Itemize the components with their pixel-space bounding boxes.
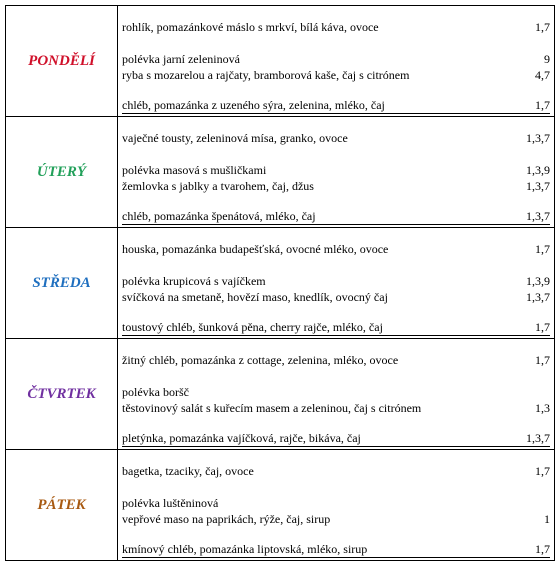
day-name: ÚTERÝ bbox=[6, 117, 118, 227]
meal-text: vepřové maso na paprikách, rýže, čaj, sirup bbox=[122, 512, 331, 526]
meal-soup bbox=[122, 385, 550, 399]
day-row bbox=[5, 339, 555, 450]
meal-text: chléb, pomazánka špenátová, mléko, čaj bbox=[122, 209, 316, 223]
meal-text: bagetka, tzaciky, čaj, ovoce bbox=[122, 464, 254, 478]
allergen-codes: 1,7 bbox=[535, 353, 550, 367]
meals-cell bbox=[118, 228, 554, 338]
meal-text: polévka luštěninová bbox=[122, 496, 219, 510]
allergen-codes: 1,3,7 bbox=[526, 431, 550, 445]
meal-breakfast bbox=[122, 131, 550, 145]
meal-text: svíčková na smetaně, hovězí maso, knedlík, ovocný čaj bbox=[122, 290, 388, 304]
allergen-codes: 1,3,7 bbox=[526, 209, 550, 223]
meal-breakfast bbox=[122, 242, 550, 256]
meal-text: polévka masová s mušličkami bbox=[122, 163, 267, 177]
allergen-codes: 1,3 bbox=[535, 401, 550, 415]
allergen-codes: 1,7 bbox=[535, 20, 550, 34]
allergen-codes: 9 bbox=[544, 52, 550, 66]
allergen-codes: 4,7 bbox=[535, 68, 550, 82]
meal-snack bbox=[122, 209, 550, 225]
allergen-codes: 1,7 bbox=[535, 320, 550, 334]
meal-breakfast bbox=[122, 20, 550, 34]
allergen-codes: 1,7 bbox=[535, 542, 550, 556]
meal-breakfast bbox=[122, 464, 550, 478]
allergen-codes: 1,7 bbox=[535, 98, 550, 112]
allergen-codes: 1,7 bbox=[535, 242, 550, 256]
meals-cell bbox=[118, 117, 554, 227]
day-row bbox=[5, 450, 555, 561]
meal-snack bbox=[122, 431, 550, 447]
meal-main bbox=[122, 179, 550, 193]
meal-main bbox=[122, 290, 550, 304]
meal-main bbox=[122, 68, 550, 82]
meal-text: toustový chléb, šunková pěna, cherry rajče, mléko, čaj bbox=[122, 320, 383, 334]
allergen-codes: 1,3,7 bbox=[526, 131, 550, 145]
meal-main bbox=[122, 401, 550, 415]
allergen-codes: 1 bbox=[544, 512, 550, 526]
meal-text: rohlík, pomazánkové máslo s mrkví, bílá káva, ovoce bbox=[122, 20, 379, 34]
meal-text: vaječné tousty, zeleninová mísa, granko, ovoce bbox=[122, 131, 348, 145]
meal-text: žemlovka s jablky a tvarohem, čaj, džus bbox=[122, 179, 314, 193]
meals-cell bbox=[118, 339, 554, 449]
day-name: PONDĚLÍ bbox=[6, 6, 118, 116]
allergen-codes: 1,7 bbox=[535, 464, 550, 478]
day-row bbox=[5, 117, 555, 228]
meal-text: chléb, pomazánka z uzeného sýra, zelenina, mléko, čaj bbox=[122, 98, 385, 112]
meal-text: houska, pomazánka budapešťská, ovocné mléko, ovoce bbox=[122, 242, 389, 256]
day-row bbox=[5, 228, 555, 339]
day-name: PÁTEK bbox=[6, 450, 118, 560]
meal-text: pletýnka, pomazánka vajíčková, rajče, bikáva, čaj bbox=[122, 431, 361, 445]
meal-snack bbox=[122, 98, 550, 114]
allergen-codes: 1,3,9 bbox=[526, 163, 550, 177]
meal-text: těstovinový salát s kuřecím masem a zeleninou, čaj s citrónem bbox=[122, 401, 422, 415]
meal-text: žitný chléb, pomazánka z cottage, zelenina, mléko, ovoce bbox=[122, 353, 399, 367]
meal-soup bbox=[122, 274, 550, 288]
weekly-menu-table bbox=[5, 5, 555, 561]
meal-text: polévka krupicová s vajíčkem bbox=[122, 274, 266, 288]
meal-text: ryba s mozarelou a rajčaty, bramborová kaše, čaj s citrónem bbox=[122, 68, 410, 82]
meals-cell bbox=[118, 450, 554, 560]
allergen-codes: 1,3,7 bbox=[526, 179, 550, 193]
meal-text: kmínový chléb, pomazánka liptovská, mléko, sirup bbox=[122, 542, 368, 556]
day-name: ČTVRTEK bbox=[6, 339, 118, 449]
meal-main bbox=[122, 512, 550, 526]
meal-text: polévka jarní zeleninová bbox=[122, 52, 240, 66]
meal-soup bbox=[122, 52, 550, 66]
day-name: STŘEDA bbox=[6, 228, 118, 338]
meal-snack bbox=[122, 542, 550, 558]
meal-breakfast bbox=[122, 353, 550, 367]
meal-soup bbox=[122, 163, 550, 177]
allergen-codes: 1,3,7 bbox=[526, 290, 550, 304]
meal-snack bbox=[122, 320, 550, 336]
meals-cell bbox=[118, 6, 554, 116]
meal-soup bbox=[122, 496, 550, 510]
allergen-codes: 1,3,9 bbox=[526, 274, 550, 288]
day-row bbox=[5, 5, 555, 117]
meal-text: polévka boršč bbox=[122, 385, 189, 399]
